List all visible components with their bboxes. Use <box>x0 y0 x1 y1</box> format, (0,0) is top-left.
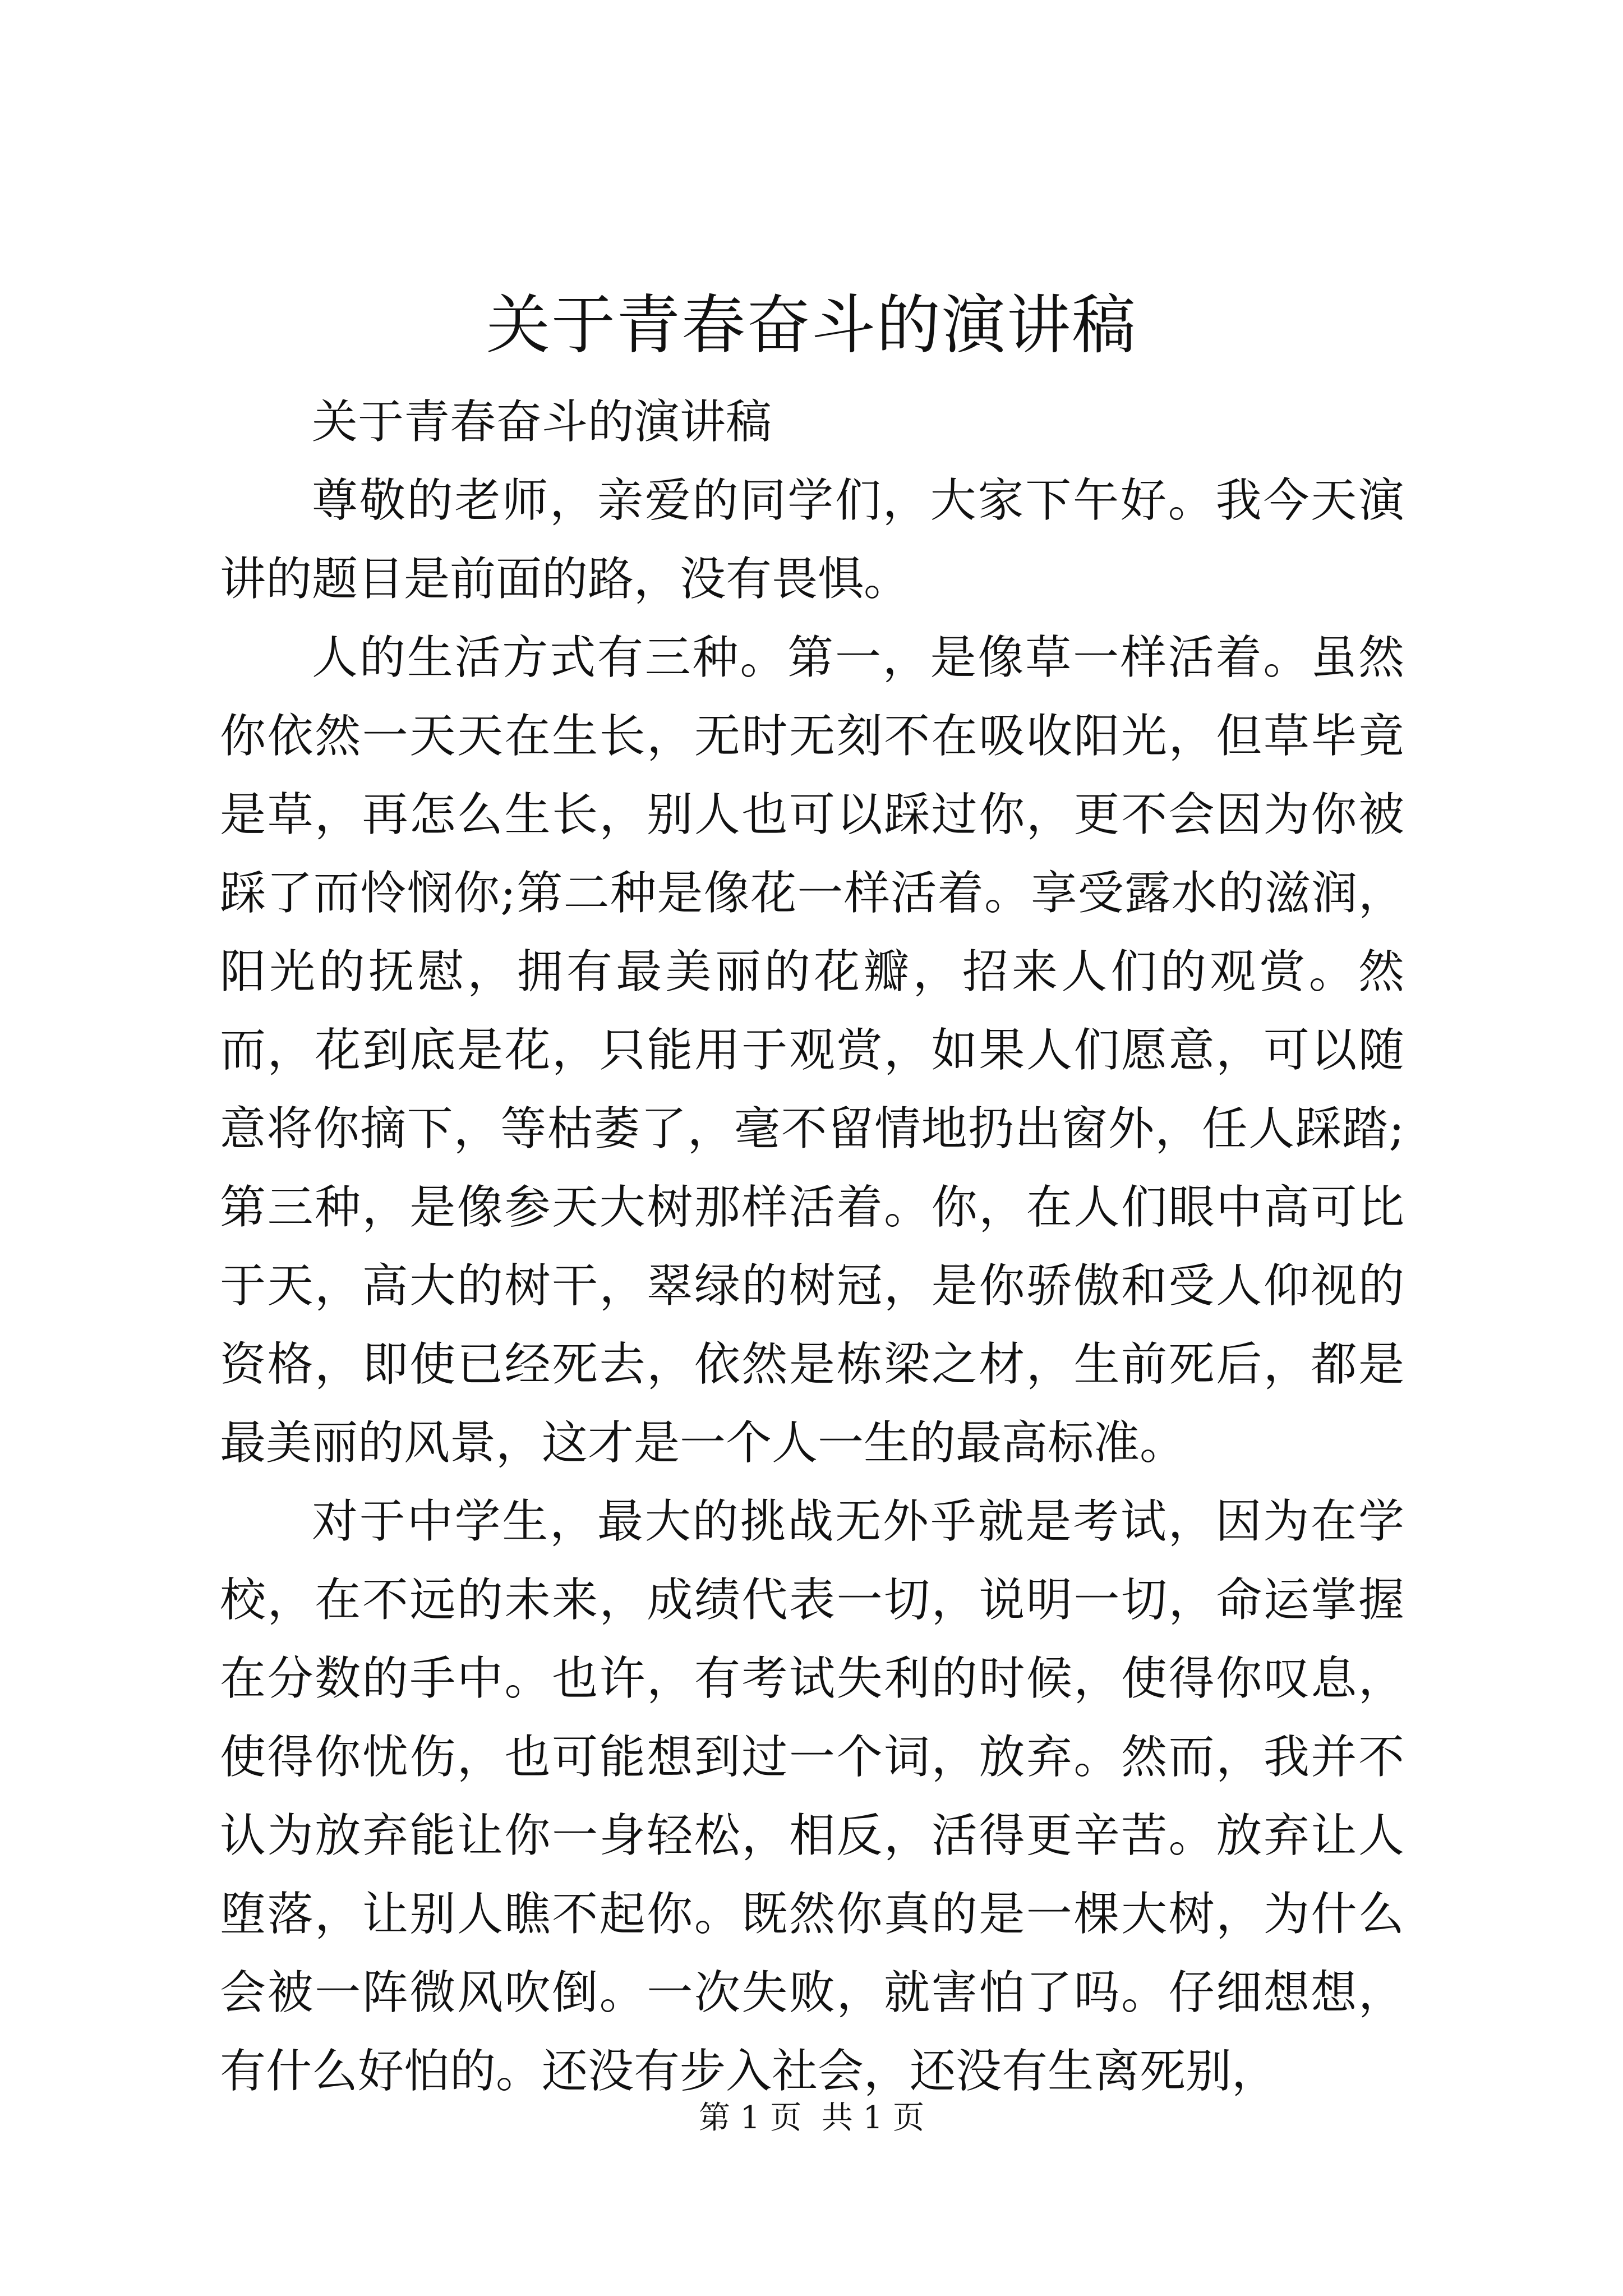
paragraph-greeting: 尊敬的老师，亲爱的同学们，大家下午好。我今天演讲的题目是前面的路，没有畏惧。 <box>220 474 1404 606</box>
page-number-label: 第 1 页 共 1 页 <box>698 2100 925 2136</box>
paragraph-exams: 对于中学生，最大的挑战无外乎就是考试，因为在学校，在不远的未来，成绩代表一切，说明一切，命运掌握在分数的手中。也许，有考试失利的时候，使得你叹息，使得你忧伤，也可能想到过一个词，放弃。然而，我并不认为放弃能让你一身轻松，相反，活得更辛苦。放弃让人堕落，让别人瞧不起你。既然你真的是一棵大树，为什么会被一阵微风吹倒。一次失败，就害怕了吗。仔细想想，有什么好怕的。还没有步入社会，还没有生离死别， <box>220 1495 1404 2098</box>
page-footer <box>0 2096 1623 2141</box>
paragraph-three-ways: 人的生活方式有三种。第一，是像草一样活着。虽然你依然一天天在生长，无时无刻不在吸收阳光，但草毕竟是草，再怎么生长，别人也可以踩过你，更不会因为你被踩了而怜悯你;第二种是像花一样活着。享受露水的滋润，阳光的抚慰，拥有最美丽的花瓣，招来人们的观赏。然而，花到底是花，只能用于观赏，如果人们愿意，可以随意将你摘下，等枯萎了，毫不留情地扔出窗外，任人踩踏;第三种，是像参天大树那样活着。你，在人们眼中高可比于天，高大的树干，翠绿的树冠，是你骄傲和受人仰视的资格，即使已经死去，依然是栋梁之材，生前死后，都是最美丽的风景，这才是一个人一生的最高标准。 <box>220 631 1404 1470</box>
document-body <box>220 383 1404 2111</box>
paragraph-subtitle: 关于青春奋斗的演讲稿 <box>312 395 772 449</box>
document-title: 关于青春奋斗的演讲稿 <box>486 288 1137 362</box>
